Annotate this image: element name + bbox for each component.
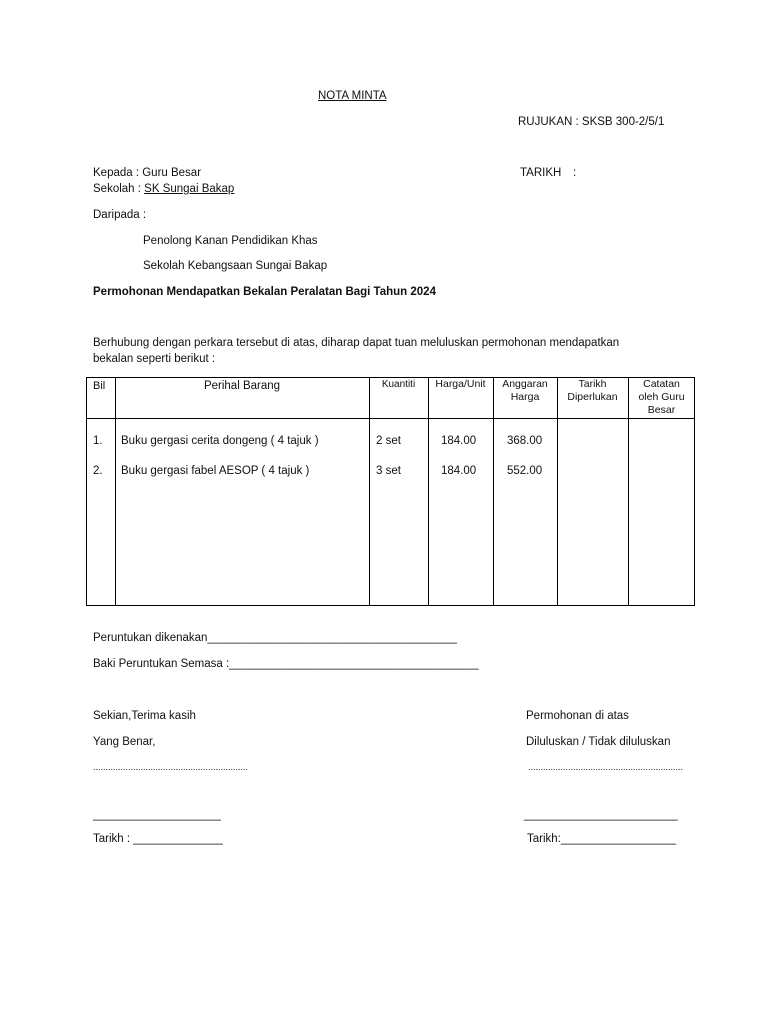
row-anggaran: 368.00 <box>507 435 543 447</box>
signature-line-left: ____________________ <box>93 809 221 821</box>
row-kuantiti: 3 set <box>376 465 401 477</box>
signature-line-right: ________________________ <box>524 809 678 821</box>
signature-dots-right: .............................................................. <box>528 762 684 772</box>
sender-title: Penolong Kanan Pendidikan Khas <box>143 235 318 247</box>
row-bil: 2. <box>93 465 103 477</box>
balance-line: Baki Peruntukan Semasa :_______________________________________ <box>93 658 479 670</box>
row-perihal: Buku gergasi fabel AESOP ( 4 tajuk ) <box>121 465 310 477</box>
header-tarikh-line2: Diperlukan <box>567 391 618 403</box>
closing-text: Sekian,Terima kasih <box>93 710 196 722</box>
row-anggaran: 552.00 <box>507 465 543 477</box>
reference-number: RUJUKAN : SKSB 300-2/5/1 <box>518 116 665 128</box>
approval-options: Diluluskan / Tidak diluluskan <box>526 736 671 748</box>
row-kuantiti: 2 set <box>376 435 401 447</box>
signature-dots-left: .............................................................. <box>93 762 249 772</box>
recipient-line: Kepada : Guru Besar <box>93 167 202 179</box>
allocation-line: Peruntukan dikenakan_______________________________________ <box>93 632 457 644</box>
date-line-left: Tarikh : ______________ <box>93 833 223 845</box>
row-bil: 1. <box>93 435 103 447</box>
row-perihal: Buku gergasi cerita dongeng ( 4 tajuk ) <box>121 435 319 447</box>
approval-heading: Permohonan di atas <box>526 710 629 722</box>
request-table <box>86 377 695 606</box>
header-harga-unit: Harga/Unit <box>435 378 486 390</box>
school-line <box>93 182 234 196</box>
yours-truly: Yang Benar, <box>93 736 156 748</box>
header-tarikh-diperlukan <box>557 378 628 418</box>
subject-heading: Permohonan Mendapatkan Bekalan Peralatan Bagi Tahun 2024 <box>93 286 436 298</box>
header-kuantiti: Kuantiti <box>381 379 416 390</box>
date-label: TARIKH <box>520 167 562 179</box>
row-harga-unit: 184.00 <box>441 465 477 477</box>
header-perihal: Perihal Barang <box>203 380 281 392</box>
header-anggaran-line2: Harga <box>510 391 540 403</box>
header-catatan-line1: Catatan <box>643 378 680 390</box>
header-catatan-line2: oleh Guru <box>638 391 685 403</box>
sender-label: Daripada : <box>93 209 147 221</box>
school-name: SK Sungai Bakap <box>144 183 235 195</box>
header-tarikh-line1: Tarikh <box>578 378 607 390</box>
document-title: NOTA MINTA <box>318 90 387 102</box>
sender-school: Sekolah Kebangsaan Sungai Bakap <box>143 260 328 272</box>
date-line-right: Tarikh:__________________ <box>527 833 676 845</box>
header-bil: Bil <box>93 380 106 392</box>
header-anggaran-line1: Anggaran <box>502 378 548 390</box>
row-harga-unit: 184.00 <box>441 435 477 447</box>
header-catatan <box>628 378 695 418</box>
date-colon: : <box>573 167 577 179</box>
body-paragraph: Berhubung dengan perkara tersebut di atas, diharap dapat tuan meluluskan permohonan mendapatkan bekalan seperti berikut : <box>93 337 620 365</box>
header-catatan-line3: Besar <box>647 404 676 416</box>
header-anggaran-harga <box>493 378 557 418</box>
school-label: Sekolah : <box>93 183 145 195</box>
